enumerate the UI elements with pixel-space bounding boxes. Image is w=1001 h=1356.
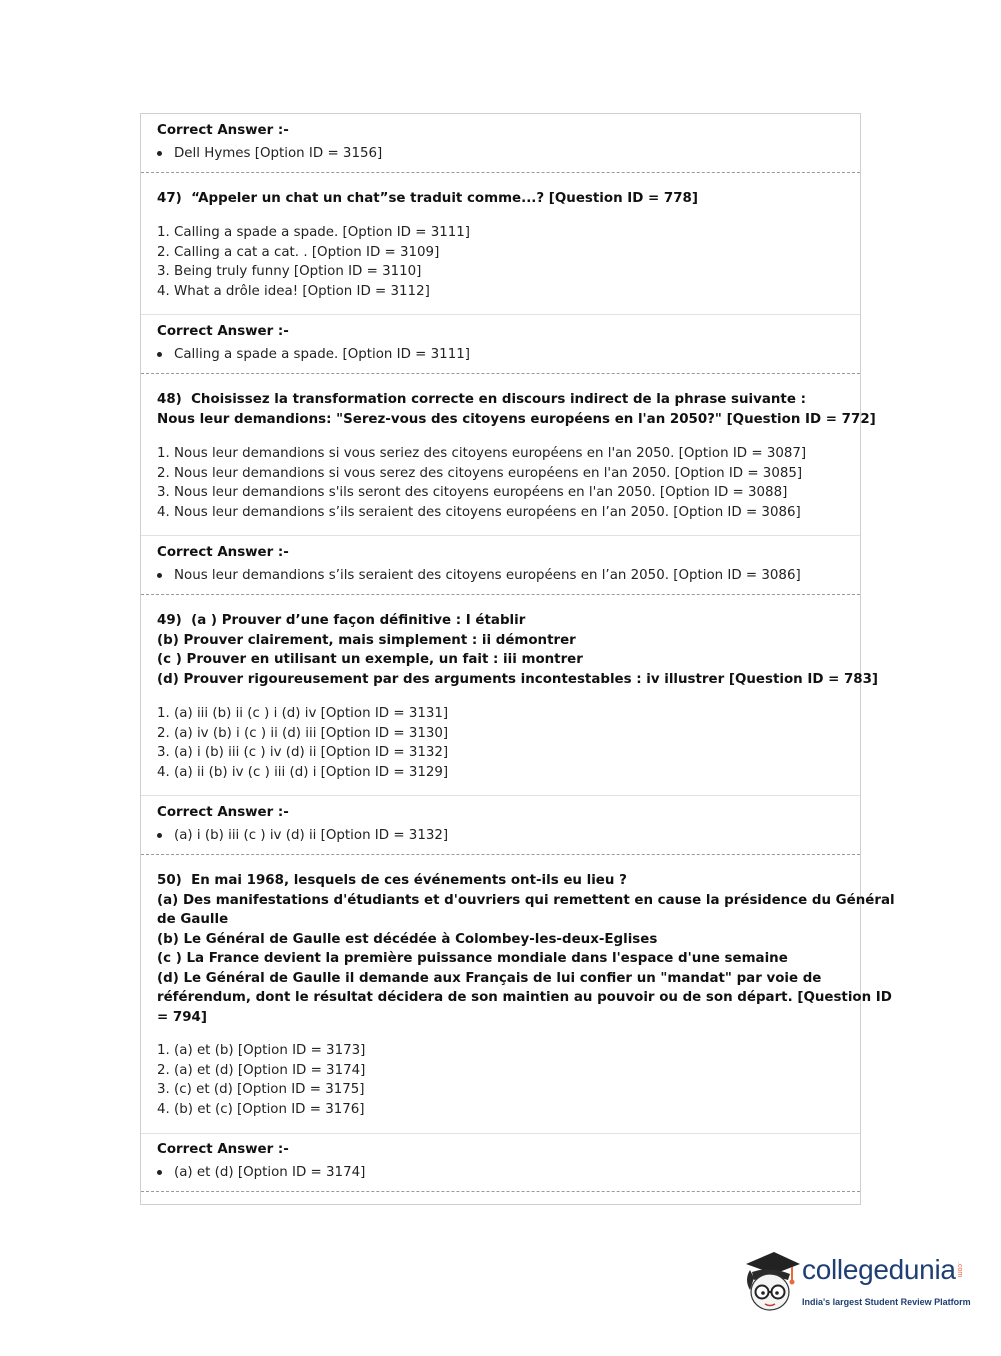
question-line: (c ) Prouver en utilisant un exemple, un fait : iii montrer xyxy=(157,652,583,667)
option-2: 2. (a) iv (b) i (c ) ii (d) iii [Option ID = 3130] xyxy=(157,725,449,741)
question-block-47 xyxy=(141,173,860,315)
option-3: 3. (c) et (d) [Option ID = 3175] xyxy=(157,1082,365,1097)
bullet-icon xyxy=(157,573,162,578)
question-line: (d) Le Général de Gaulle il demande aux Français de lui confier un "mandat" par voie de xyxy=(157,970,822,986)
answer-label: Correct Answer :- xyxy=(157,123,289,138)
option-1: 1. (a) et (b) [Option ID = 3173] xyxy=(157,1043,366,1058)
option-3: 3. (a) i (b) iii (c ) iv (d) ii [Option ID = 3132] xyxy=(157,745,449,760)
answer-text: (a) et (d) [Option ID = 3174] xyxy=(174,1165,366,1180)
answer-block-50 xyxy=(141,1133,860,1192)
question-line: (d) Prouver rigoureusement par des arguments incontestables : iv illustrer [Question ID = 783] xyxy=(157,671,879,687)
question-block-48 xyxy=(141,374,876,536)
question-line: = 794] xyxy=(157,1009,207,1025)
question-number: 50) xyxy=(157,873,182,888)
answer-text: Dell Hymes [Option ID = 3156] xyxy=(174,146,383,161)
answer-label: Correct Answer :- xyxy=(157,805,289,820)
logo-wordmark: collegedunia xyxy=(802,1254,956,1285)
option-4: 4. What a drôle idea! [Option ID = 3112] xyxy=(157,283,430,299)
option-4: 4. (a) ii (b) iv (c ) iii (d) i [Option ID = 3129] xyxy=(157,764,449,780)
collegedunia-logo[interactable] xyxy=(740,1248,972,1320)
question-text xyxy=(157,189,698,209)
answer-block-49 xyxy=(141,796,860,855)
question-sheet xyxy=(140,113,895,1205)
bullet-icon xyxy=(157,151,162,156)
option-1: 1. (a) iii (b) ii (c ) i (d) iv [Option ID = 3131] xyxy=(157,706,449,721)
question-line: Choisissez la transformation correcte en discours indirect de la phrase suivante : xyxy=(191,392,806,407)
option-2: 2. Nous leur demandions si vous serez des citoyens européens en l'an 2050. [Option ID = 3085] xyxy=(157,465,803,481)
option-2: 2. (a) et (d) [Option ID = 3174] xyxy=(157,1062,366,1078)
logo-tagline: India's largest Student Review Platform xyxy=(802,1297,971,1307)
option-4: 4. Nous leur demandions s’ils seraient des citoyens européens en l’an 2050. [Option ID = 3086] xyxy=(157,504,801,520)
question-number: 48) xyxy=(157,392,182,407)
question-text xyxy=(157,611,525,631)
bullet-icon xyxy=(157,1170,162,1175)
answer-label: Correct Answer :- xyxy=(157,545,289,560)
mascot-icon xyxy=(740,1250,802,1314)
question-line: référendum, dont le résultat décidera de son maintien au pouvoir ou de son départ. [Question ID xyxy=(157,990,892,1005)
option-2: 2. Calling a cat a cat. . [Option ID = 3109] xyxy=(157,244,440,260)
question-line: de Gaulle xyxy=(157,912,229,927)
question-text xyxy=(157,871,627,891)
question-block-50 xyxy=(141,855,895,1134)
answer-block-47 xyxy=(141,315,860,374)
option-3: 3. Being truly funny [Option ID = 3110] xyxy=(157,264,422,279)
answer-text: Nous leur demandions s’ils seraient des citoyens européens en l’an 2050. [Option ID = 3086] xyxy=(174,568,801,583)
question-line: “Appeler un chat un chat”se traduit comme...? [Question ID = 778] xyxy=(191,191,698,206)
option-4: 4. (b) et (c) [Option ID = 3176] xyxy=(157,1101,365,1117)
answer-text: Calling a spade a spade. [Option ID = 3111] xyxy=(174,347,470,362)
logo-suffix: .com xyxy=(956,1262,963,1278)
question-block-49 xyxy=(141,595,879,796)
question-line: (a) Des manifestations d'étudiants et d'ouvriers qui remettent en cause la présidence du Général xyxy=(157,892,895,908)
answer-label: Correct Answer :- xyxy=(157,324,289,339)
answer-text: (a) i (b) iii (c ) iv (d) ii [Option ID = 3132] xyxy=(174,828,449,843)
option-3: 3. Nous leur demandions s'ils seront des citoyens européens en l'an 2050. [Option ID = 3088] xyxy=(157,485,788,500)
question-number: 47) xyxy=(157,191,182,206)
option-1: 1. Calling a spade a spade. [Option ID = 3111] xyxy=(157,225,470,240)
answer-label: Correct Answer :- xyxy=(157,1142,289,1157)
question-line: En mai 1968, lesquels de ces événements ont-ils eu lieu ? xyxy=(191,873,627,888)
answer-block-48 xyxy=(141,536,860,595)
question-line: (a ) Prouver d’une façon définitive : I établir xyxy=(191,613,526,628)
bullet-icon xyxy=(157,352,162,357)
option-1: 1. Nous leur demandions si vous seriez des citoyens européens en l'an 2050. [Option ID = 3087] xyxy=(157,446,807,461)
question-number: 49) xyxy=(157,613,182,628)
bullet-icon xyxy=(157,833,162,838)
question-line: (b) Prouver clairement, mais simplement : ii démontrer xyxy=(157,632,576,648)
answer-block-46 xyxy=(141,114,860,173)
question-line: Nous leur demandions: "Serez-vous des citoyens européens en l'an 2050?" [Question ID = 772] xyxy=(157,412,876,427)
question-text xyxy=(157,390,806,410)
question-line: (b) Le Général de Gaulle est décédée à Colombey-les-deux-Eglises xyxy=(157,931,658,947)
question-line: (c ) La France devient la première puissance mondiale dans l'espace d'une semaine xyxy=(157,951,788,966)
